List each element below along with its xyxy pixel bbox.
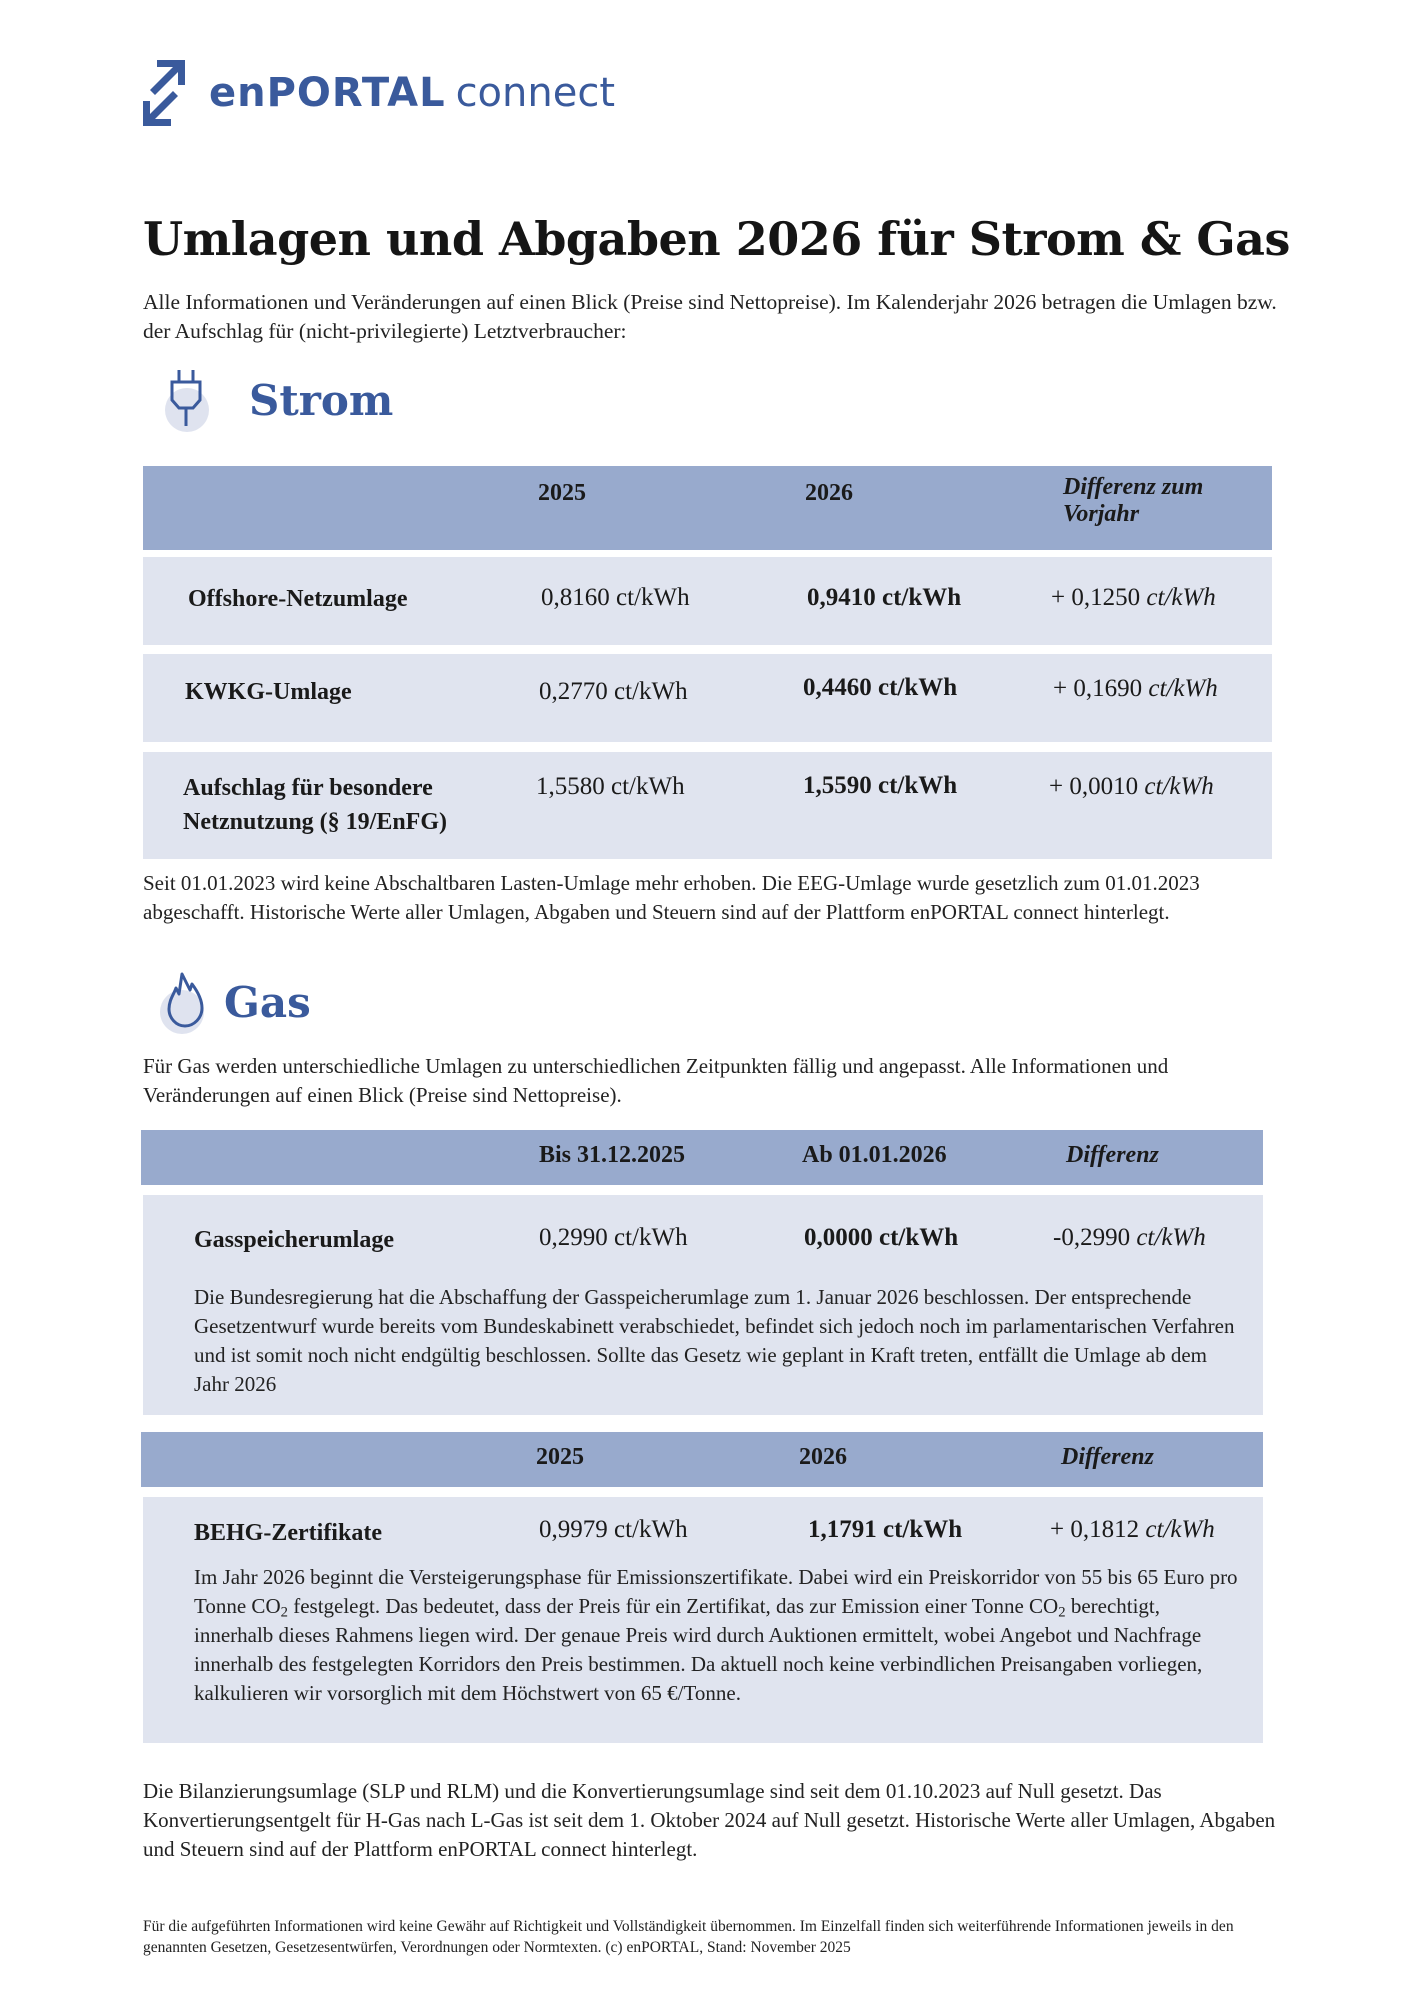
strom-col-diff: Differenz zum Vorjahr [1063,474,1204,527]
diff-unit: ct/kWh [1145,1516,1215,1543]
logo-light-text: connect [455,70,616,116]
strom-col-2026: 2026 [805,480,853,506]
gas-col-ab: Ab 01.01.2026 [802,1142,947,1168]
diff-unit: ct/kWh [1144,773,1214,800]
gas-table1-header [141,1130,1263,1185]
gas-intro: Für Gas werden unterschiedliche Umlagen zu unterschiedlichen Zeitpunkten fällig und angepasst. Alle Informationen und Veränderungen auf einen Blick (Preise sind Nettopreise). [143,1054,1169,1107]
row-label-line2: Netznutzung (§ 19/EnFG) [183,809,447,835]
gas-heading [160,970,311,1034]
diff-number: + 0,1690 [1053,675,1143,702]
footer-disclaimer: Für die aufgeführten Informationen wird keine Gewähr auf Richtigkeit und Vollständigkeit übernommen. Im Einzelfall finden sich weiterführende Informationen jeweils in den genannten Gesetzen, Gesetzesentwürfen, Verordnungen oder Normtexten. (c) enPORTAL, Stand: November 2025 [143,1918,1234,1956]
gas-table2-note [194,1563,1244,1708]
note-subscript-2: 2 [1058,1604,1066,1621]
value-2025: 0,2770 ct/kWh [539,678,688,705]
gas-row-gasspeicher [143,1195,1263,1415]
value-diff [1050,1516,1215,1544]
row-label-line1: Aufschlag für besondere [183,775,433,801]
diff-number: -0,2990 [1053,1224,1131,1251]
gas-table1-note: Die Bundesregierung hat die Abschaffung der Gasspeicherumlage zum 1. Januar 2026 beschlossen. Der entsprechende Gesetzentwurf wurde bereits vom Bundeskabinett verabschiedet, befindet sich jedoch noch im parlamentarischen Verfahren und ist somit noch nicht endgültig beschlossen. Sollte das Gesetz wie geplant in Kraft treten, entfällt die Umlage ab dem Jahr 2026 [194,1285,1235,1396]
diff-number: + 0,1812 [1050,1516,1140,1543]
note-subscript-1: 2 [280,1604,288,1621]
gas2-col-2026: 2026 [799,1444,847,1470]
page-title: Umlagen und Abgaben 2026 für Strom & Gas [143,212,1290,266]
value-diff [1049,773,1214,801]
gas-title: Gas [224,977,311,1027]
row-label: Gasspeicherumlage [194,1227,394,1253]
value-diff [1051,584,1216,612]
strom-col-2025: 2025 [538,480,586,506]
value-2026: 1,1791 ct/kWh [808,1516,963,1543]
value-2026: 0,9410 ct/kWh [807,584,962,611]
diff-unit: ct/kWh [1148,675,1218,702]
strom-row-aufschlag [143,752,1272,859]
flame-icon [160,970,216,1034]
diff-number: + 0,1250 [1051,584,1141,611]
value-bis: 0,2990 ct/kWh [539,1224,688,1251]
gas-col-diff: Differenz [1066,1142,1159,1168]
note-text-3: berechtigt, innerhalb dieses Rahmens liegen wird. Der genaue Preis wird durch Auktionen ermittelt, wobei Angebot und Nachfrage innerhalb des festgelegten Korridors den Preis bestimmen. Da aktuell noch keine verbindlichen Preisangaben vorliegen, kalkulieren wir vorsorglich mit dem Höchstwert von 65 €/Tonne. [194,1594,1203,1705]
logo-bold-text: enPORTAL [209,70,446,116]
plug-icon [165,368,221,432]
strom-title: Strom [249,375,394,425]
gas-col-bis: Bis 31.12.2025 [539,1142,686,1168]
value-2026: 0,4460 ct/kWh [803,674,958,701]
strom-heading [165,368,393,432]
logo [143,58,615,128]
gas-note: Die Bilanzierungsumlage (SLP und RLM) und die Konvertierungsumlage sind seit dem 01.10.2023 auf Null gesetzt. Das Konvertierungsentgelt für H-Gas nach L-Gas ist seit dem 1. Oktober 2024 auf Null gesetzt. Historische Werte aller Umlagen, Abgaben und Steuern sind auf der Plattform enPORTAL connect hinterlegt. [143,1779,1276,1861]
strom-note: Seit 01.01.2023 wird keine Abschaltbaren Lasten-Umlage mehr erhoben. Die EEG-Umlage wurde gesetzlich zum 01.01.2023 abgeschafft. Historische Werte aller Umlagen, Abgaben und Steuern sind auf der Plattform enPORTAL connect hinterlegt. [143,871,1200,924]
intro-text: Alle Informationen und Veränderungen auf einen Blick (Preise sind Nettopreise). Im Kalenderjahr 2026 betragen die Umlagen bzw. der Aufschlag für (nicht-privilegierte) Letztverbraucher: [143,290,1277,343]
value-2025: 0,9979 ct/kWh [539,1516,688,1543]
strom-table-header [143,466,1272,550]
value-diff [1053,675,1218,703]
logo-wordmark [209,70,616,116]
logo-arrows-icon [143,60,185,126]
note-text-2: festgelegt. Das bedeutet, dass der Preis für ein Zertifikat, das zur Emission einer Tonne CO [287,1594,1059,1618]
strom-row-kwkg [143,654,1272,742]
diff-number: + 0,0010 [1049,773,1139,800]
diff-unit: ct/kWh [1146,584,1216,611]
gas2-col-diff: Differenz [1061,1444,1154,1470]
row-label: BEHG-Zertifikate [194,1520,382,1546]
diff-unit: ct/kWh [1136,1224,1206,1251]
value-2026: 1,5590 ct/kWh [803,772,958,799]
value-diff [1053,1224,1206,1252]
value-ab: 0,0000 ct/kWh [804,1224,959,1251]
strom-row-offshore [143,557,1272,645]
value-2025: 1,5580 ct/kWh [536,773,685,800]
note-text-1: Im Jahr 2026 beginnt die Versteigerungsphase für Emissionszertifikate. Dabei wird ein Preiskorridor von 55 bis 65 Euro pro Tonne CO [194,1565,1238,1618]
value-2025: 0,8160 ct/kWh [541,584,690,611]
gas-table2-header [141,1432,1263,1487]
gas2-col-2025: 2025 [536,1444,584,1470]
row-label: KWKG-Umlage [185,679,352,705]
row-label: Offshore-Netzumlage [188,586,408,612]
gas-row-behg [143,1497,1263,1743]
